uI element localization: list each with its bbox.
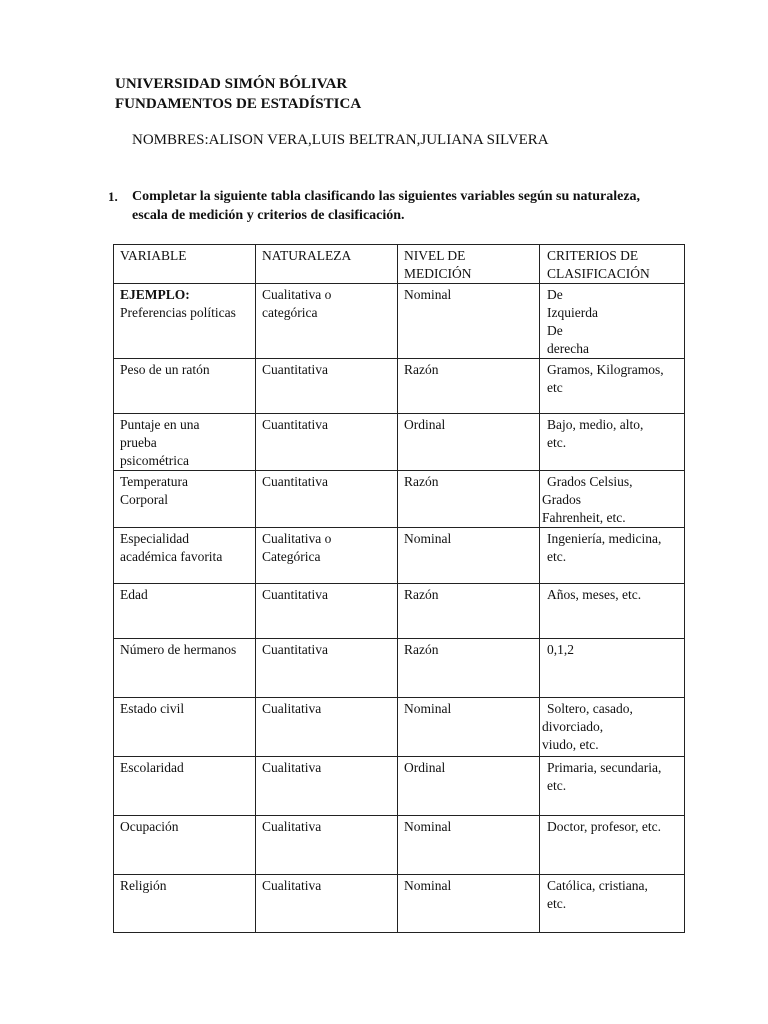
- nivel-cell: Razón: [398, 584, 540, 639]
- nivel-cell: Nominal: [398, 528, 540, 584]
- table-row: [114, 698, 685, 757]
- criterio-cell: Católica, cristiana, etc.: [540, 875, 685, 933]
- criterio-cell: Soltero, casado, divorciado, viudo, etc.: [540, 698, 685, 757]
- example-variable-cell: EJEMPLO: Preferencias políticas: [114, 284, 256, 359]
- table-row: [114, 584, 685, 639]
- header-criterios: CRITERIOS DE CLASIFICACIÓN: [540, 245, 685, 284]
- variable-cell: Especialidad académica favorita: [114, 528, 256, 584]
- question-text: Completar la siguiente tabla clasificando las siguientes variables según su naturaleza, escala de medición y criterios de clasificación.: [132, 189, 641, 223]
- variable-cell: Peso de un ratón: [114, 359, 256, 414]
- nivel-cell: Ordinal: [398, 414, 540, 471]
- variable-cell: Número de hermanos: [114, 639, 256, 698]
- naturaleza-cell: Cuantitativa: [256, 471, 398, 528]
- nivel-cell: Razón: [398, 639, 540, 698]
- naturaleza-cell: Cualitativa: [256, 698, 398, 757]
- example-label: EJEMPLO:: [120, 287, 190, 302]
- naturaleza-cell: Cuantitativa: [256, 359, 398, 414]
- variable-cell: Religión: [114, 875, 256, 933]
- variable-cell: Edad: [114, 584, 256, 639]
- criterio-cell: 0,1,2: [540, 639, 685, 698]
- criterio-cell: Años, meses, etc.: [540, 584, 685, 639]
- header-naturaleza: NATURALEZA: [256, 245, 398, 284]
- naturaleza-cell: Cualitativa: [256, 757, 398, 816]
- example-naturaleza-cell: Cualitativa o categórica: [256, 284, 398, 359]
- naturaleza-cell: Cuantitativa: [256, 414, 398, 471]
- table-row: [114, 528, 685, 584]
- nivel-cell: Razón: [398, 359, 540, 414]
- table-header-row: [114, 245, 685, 284]
- university-title: UNIVERSIDAD SIMÓN BÓLIVAR: [115, 76, 348, 92]
- classification-table: [113, 244, 685, 933]
- criterio-cell: Grados Celsius, Grados Fahrenheit, etc.: [540, 471, 685, 528]
- criterio-cell: Bajo, medio, alto, etc.: [540, 414, 685, 471]
- variable-cell: Estado civil: [114, 698, 256, 757]
- student-names: NOMBRES:ALISON VERA,LUIS BELTRAN,JULIANA SILVERA: [132, 132, 549, 148]
- variable-cell: Ocupación: [114, 816, 256, 875]
- example-criterio-cell: De Izquierda De derecha: [540, 284, 685, 359]
- nivel-cell: Nominal: [398, 816, 540, 875]
- table-row: [114, 471, 685, 528]
- table-row: [114, 875, 685, 933]
- table-row: [114, 757, 685, 816]
- table-row: [114, 359, 685, 414]
- naturaleza-cell: Cuantitativa: [256, 639, 398, 698]
- variable-cell: Escolaridad: [114, 757, 256, 816]
- nivel-cell: Razón: [398, 471, 540, 528]
- table-row: [114, 639, 685, 698]
- question-number: 1.: [108, 189, 118, 204]
- criterio-cell: Primaria, secundaria, etc.: [540, 757, 685, 816]
- nivel-cell: Nominal: [398, 698, 540, 757]
- table-row: [114, 414, 685, 471]
- example-nivel-cell: Nominal: [398, 284, 540, 359]
- header-variable: VARIABLE: [114, 245, 256, 284]
- nivel-cell: Nominal: [398, 875, 540, 933]
- table-row: [114, 816, 685, 875]
- criterio-cell: Doctor, profesor, etc.: [540, 816, 685, 875]
- table-row-example: [114, 284, 685, 359]
- naturaleza-cell: Cualitativa: [256, 875, 398, 933]
- naturaleza-cell: Cualitativa: [256, 816, 398, 875]
- variable-cell: Puntaje en una prueba psicométrica: [114, 414, 256, 471]
- naturaleza-cell: Cuantitativa: [256, 584, 398, 639]
- course-title: FUNDAMENTOS DE ESTADÍSTICA: [115, 96, 362, 112]
- naturaleza-cell: Cualitativa o Categórica: [256, 528, 398, 584]
- variable-cell: Temperatura Corporal: [114, 471, 256, 528]
- criterio-cell: Gramos, Kilogramos, etc: [540, 359, 685, 414]
- nivel-cell: Ordinal: [398, 757, 540, 816]
- criterio-cell: Ingeniería, medicina, etc.: [540, 528, 685, 584]
- header-nivel: NIVEL DE MEDICIÓN: [398, 245, 540, 284]
